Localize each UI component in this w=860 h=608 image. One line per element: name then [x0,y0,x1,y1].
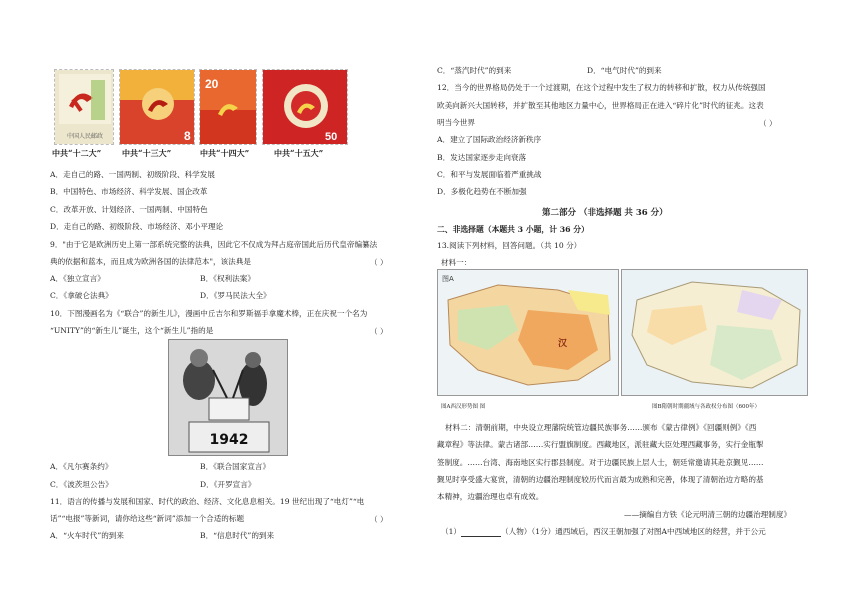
q8-option-c: C．改革开放、计划经济、一国两制、中国特色 [50,205,208,214]
map-b-drawing [622,270,807,395]
q9-answer-paren: （ ） [370,258,388,267]
q12-option-d: D．多极化趋势在不断加强 [437,187,527,196]
stamp-15th-image [263,70,348,145]
q11-option-b: B．“信息时代”的到来 [200,531,275,540]
q9-stem-line1: 9．"由于它是欧洲历史上第一部系统完整的法典，因此它不仅成为拜占庭帝国此后历代皇帝编纂法 [50,240,378,249]
q10-answer-paren: （ ） [370,327,388,336]
map-a-drawing [438,270,618,395]
stamp-caption-12: 中共“十二大” [52,148,102,158]
q10-option-c: C．《波茨坦公告》 [50,480,113,489]
q10-stem-line1: 10．下图漫画名为《“联合”的新生儿》，漫画中丘吉尔和罗斯福手拿魔术棒，正在庆祝一个名为 [50,309,368,318]
q9-option-c: C．《拿破仑法典》 [50,291,113,300]
stamp-13th-congress [119,69,195,145]
q12-option-b: B．发达国家逐步走向衰落 [437,153,527,162]
q13-sub1-blank[interactable] [461,528,501,537]
stamp-caption-15: 中共“十五大” [274,148,324,158]
cartoon-year: 1942 [209,432,249,448]
map-a-caption: 图A西汉形势图 图 [441,404,486,410]
q9-option-b: B．《权利法案》 [200,274,255,283]
q10-stem-line2: “UNITY”的“新生儿”诞生，这个“新生儿”指的是 [50,326,214,335]
stamp-caption-13: 中共“十三大” [122,148,172,158]
stamp-12th-congress [54,69,114,145]
material2-source: ——摘编自方铁《论元明清三朝的边疆治理制度》 [624,510,792,519]
q8-option-d: D．走自己的路、初级阶段、市场经济、邓小平理论 [50,222,224,231]
q12-stem-line3: 明当今世界 [437,118,475,127]
map-b-caption: 图B隋朝时期疆域与各政权分布图（600年） [652,404,761,410]
q11-option-d: D．“电气时代”的到来 [587,66,662,75]
q12-stem-line1: 12．当今的世界格局仍处于一个过渡期，在这个过程中发生了权力的转移和扩散，权力从传统强国 [437,83,766,92]
q12-option-c: C．和平与发展面临着严重挑战 [437,170,542,179]
q10-option-a: A．《凡尔赛条约》 [50,462,113,471]
q10-option-b: B．《联合国家宣言》 [200,462,271,471]
q9-option-d: D．《罗马民法大全》 [200,291,271,300]
stamp-15th-denom: 50 [325,131,338,143]
stamp-caption-14: 中共“十四大” [200,148,250,158]
q11-stem-line1: 11．语言的传播与发展和国家、时代的政治、经济、文化息息相关。19 世纪出现了“电灯”“电 [50,497,365,506]
q13-sub1-text: （人物）（1分）通西域后，西汉王朝加强了对图A中西域地区的经营，并于公元 [501,527,766,536]
q11-option-a: A．“火车时代”的到来 [50,531,124,540]
map-b [621,269,808,396]
material2-line3: 签制度。……台湾、海南地区实行郡县制度。对于边疆民族上层人士，朝廷常邀请其赴京觐见…… [437,458,764,467]
stamp-13th-image [120,70,195,145]
q12-stem-line2: 欧美向新兴大国转移，并扩散至其他地区力量中心，世界格局正在进入“碎片化”时代的征兆。这表 [437,101,764,110]
stamp-13th-denom: 8 [184,129,191,143]
cartoon-drawing [169,340,287,455]
material2-line1: 材料二：清朝前期，中央设立理藩院统管边疆民族事务……颁布《蒙古律例》《回疆则例》《西 [445,423,757,432]
q13-intro: 13.阅读下列材料，回答问题。（共 10 分） [437,241,582,250]
q8-option-a: A．走自己的路、一国两制、初级阶段、科学发展 [50,170,215,179]
q9-option-a: A．《独立宣言》 [50,274,105,283]
map-a-title: 图A [442,275,454,283]
q8-option-b: B．中国特色、市场经济、科学发展、国企改革 [50,187,208,196]
material2-line2: 藏章程》等法律。蒙古诸部……实行盟旗制度。西藏地区，派驻藏大臣处理西藏事务，实行金瓶掣 [437,440,764,449]
q13-sub1 [441,527,766,537]
map-a-label: 汉 [558,339,568,349]
stamp-14th-image [200,70,257,145]
stamp-14th-denom: 20 [205,77,219,91]
material1-label: 材料一： [441,258,472,267]
material2-line5: 本精神，边疆治理也卓有成效。 [437,492,544,501]
map-a [437,269,619,396]
q11-option-c: C．“蒸汽时代”的到来 [437,66,512,75]
q9-stem-line2: 典的依据和蓝本，而且成为欧洲各国的法律范本"，该法典是 [50,257,251,266]
q12-answer-paren: （ ） [759,119,777,128]
section2-heading: 二、非选择题（本题共 3 小题，计 36 分） [437,225,589,234]
unity-cartoon [168,339,288,456]
q10-option-d: D．《开罗宣言》 [200,480,256,489]
stamp-14th-congress [199,69,257,145]
q12-option-a: A．建立了国际政治经济新秩序 [437,135,542,144]
part2-title: 第二部分 （非选择题 共 36 分） [542,208,668,218]
q11-answer-paren: （ ） [370,515,388,524]
svg-text:中国人民邮政: 中国人民邮政 [66,134,104,140]
stamp-15th-congress [262,69,348,145]
q13-sub1-number: （1） [441,527,462,536]
material2-line4: 觐见时享受盛大宴赏，清朝的边疆治理制度较历代而言最为成熟和完善，体现了清朝治边方略的基 [437,475,764,484]
q11-stem-line2: 话”“电报”等新词，请你给这些“新词”添加一个合适的标题 [50,514,245,523]
stamp-12th-image [55,70,114,145]
